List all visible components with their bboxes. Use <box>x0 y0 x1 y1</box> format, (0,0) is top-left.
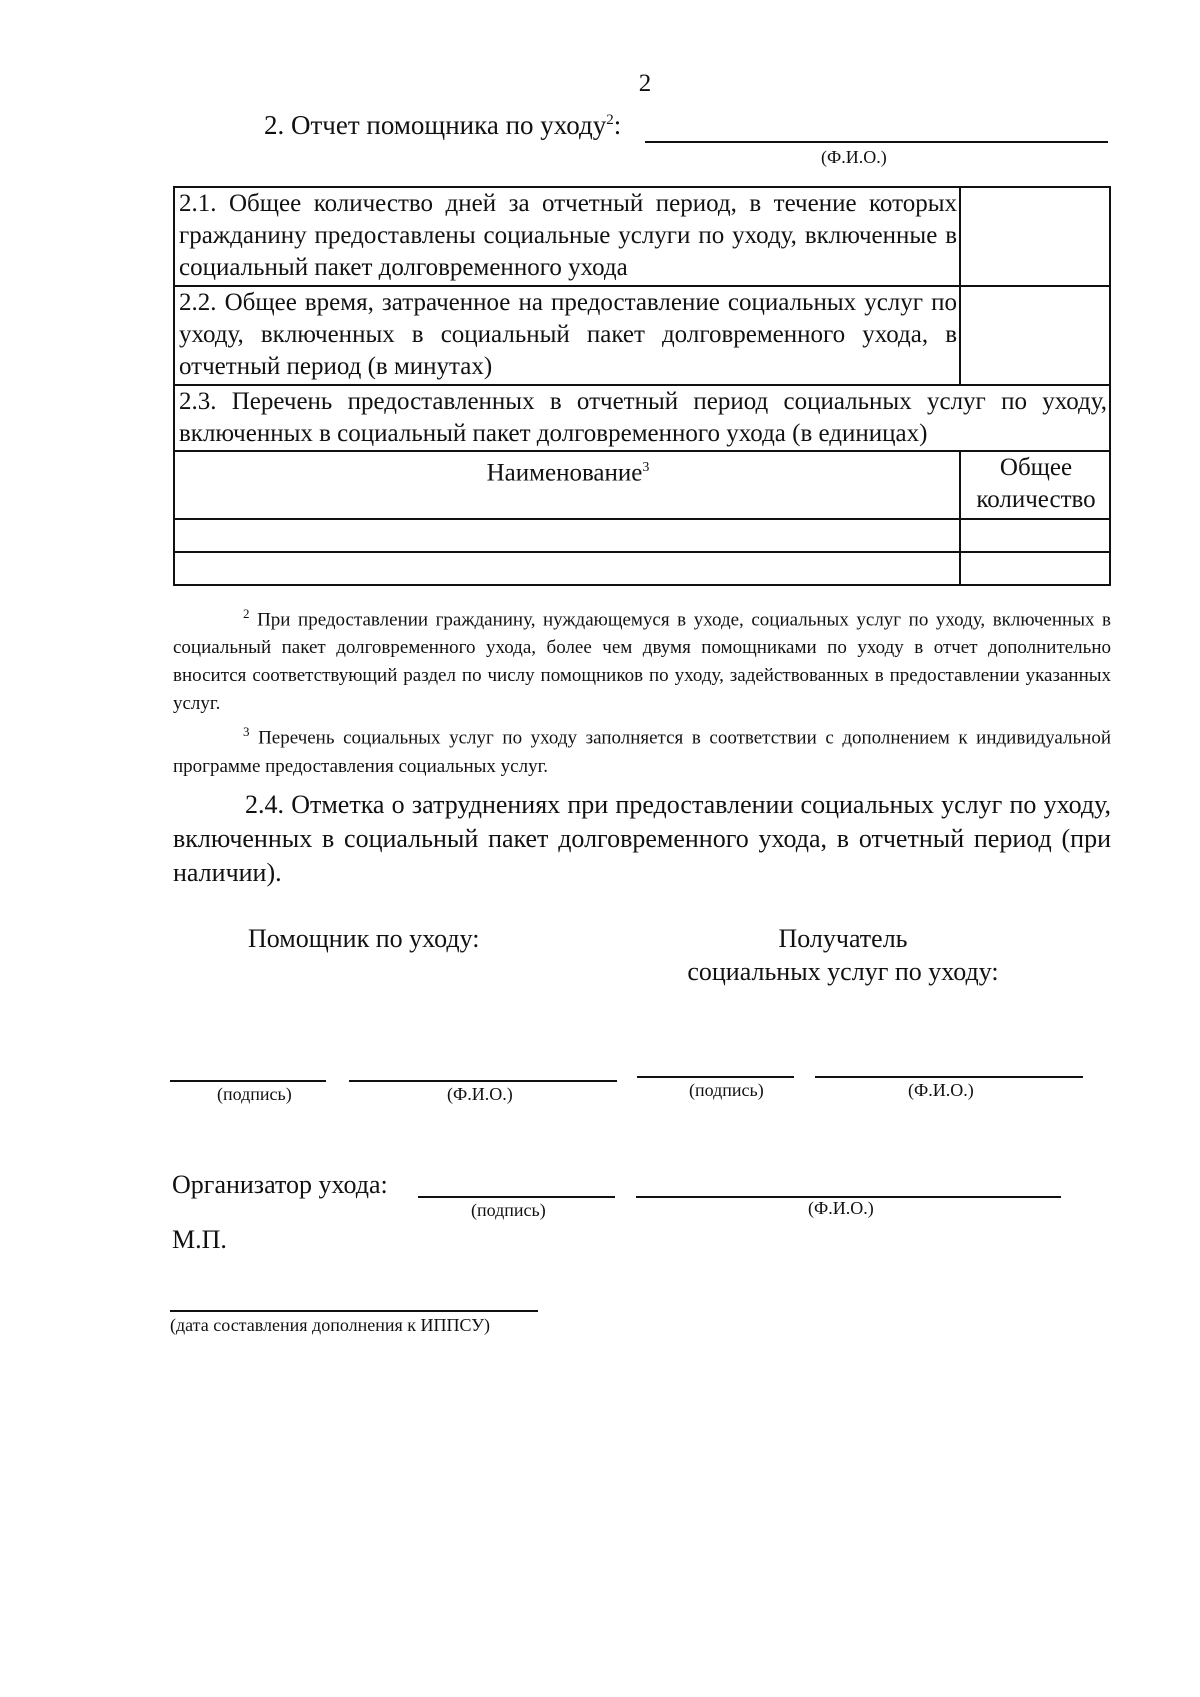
row-days-value[interactable] <box>960 187 1110 286</box>
col-name-footnote-mark: 3 <box>642 460 650 475</box>
footnote-3 <box>173 718 1111 780</box>
recipient-signature-line[interactable] <box>637 1076 794 1078</box>
recipient-signature-caption: (подпись) <box>689 1080 764 1100</box>
col-name-text: Наименование <box>486 459 643 487</box>
recipient-fio-caption: (Ф.И.О.) <box>908 1080 974 1100</box>
assistant-name-line[interactable] <box>645 141 1108 143</box>
row-time-value[interactable] <box>960 286 1110 385</box>
row-services-line2: включенных в социальный пакет долговременного ухода (в единицах) <box>179 420 928 447</box>
col-total-header: Общее количество <box>960 451 1110 519</box>
section-2-4-text: 2.4. Отметка о затруднениях при предоставлении социальных услуг по уходу, включенных в социальный пакет долговременного ухода, в отчетный период (при наличии). <box>173 790 1111 887</box>
footnote-2-text: При предоставлении гражданину, нуждающемуся в уходе, социальных услуг по уходу, включенных в социальный пакет долговременного ухода, более чем двумя помощниками по уходу в отчет дополнительно вносится соответствующий раздел по числу помощников по уходу, задействованных в предоставлении указанных услуг. <box>173 609 1111 715</box>
table-header-row <box>174 451 1110 519</box>
footnote-2-mark: 2 <box>243 606 250 621</box>
recipient-signature-title <box>676 922 1010 988</box>
organizer-signature-caption: (подпись) <box>471 1200 546 1220</box>
heading-colon: : <box>613 110 622 140</box>
assistant-fio-caption: (Ф.И.О.) <box>447 1084 513 1104</box>
col-name-header <box>174 451 960 519</box>
heading-fio-caption: (Ф.И.О.) <box>821 147 887 167</box>
footnote-3-mark: 3 <box>243 724 250 740</box>
organizer-signature-line[interactable] <box>418 1196 615 1198</box>
recipient-title-line1: Получатель <box>778 924 908 953</box>
table-row <box>174 286 1110 385</box>
service-total-cell[interactable] <box>960 552 1110 585</box>
section-2-4 <box>173 788 1111 890</box>
organizer-label: Организатор ухода: <box>172 1170 388 1199</box>
section-heading <box>264 110 621 141</box>
table-row <box>174 519 1110 552</box>
assistant-signature-line[interactable] <box>170 1080 326 1082</box>
row-services-label <box>174 385 1110 451</box>
table-row <box>174 552 1110 585</box>
assistant-fio-line[interactable] <box>349 1080 617 1082</box>
table-row <box>174 385 1110 451</box>
stamp-label: М.П. <box>172 1225 227 1254</box>
service-name-cell[interactable] <box>174 552 960 585</box>
report-table <box>173 186 1111 586</box>
service-total-cell[interactable] <box>960 519 1110 552</box>
organizer-fio-caption: (Ф.И.О.) <box>808 1198 874 1218</box>
row-days-label: 2.1. Общее количество дней за отчетный период, в течение которых гражданину предоставлены социальные услуги по уходу, включенные в социальный пакет долговременного ухода <box>174 187 960 286</box>
heading-footnote-mark: 2 <box>606 112 614 128</box>
assistant-signature-caption: (подпись) <box>217 1084 292 1104</box>
page-number: 2 <box>638 70 652 97</box>
table-row <box>174 187 1110 286</box>
recipient-title-line2: социальных услуг по уходу: <box>687 957 999 986</box>
date-line[interactable] <box>170 1310 538 1312</box>
row-time-label: 2.2. Общее время, затраченное на предоставление социальных услуг по уходу, включенных в социальный пакет долговременного ухода, в отчетный период (в минутах) <box>174 286 960 385</box>
date-caption: (дата составления дополнения к ИППСУ) <box>170 1315 490 1335</box>
footnote-3-text: Перечень социальных услуг по уходу заполняется в соответствии с дополнением к индивидуальной программе предоставления социальных услуг. <box>173 727 1111 777</box>
service-name-cell[interactable] <box>174 519 960 552</box>
row-services-line1: 2.3. Перечень предоставленных в отчетный период социальных услуг по уходу, <box>179 388 1107 415</box>
footnote-2 <box>173 600 1111 718</box>
assistant-signature-title: Помощник по уходу: <box>248 924 480 953</box>
footnotes <box>173 600 1111 781</box>
heading-text: 2. Отчет помощника по уходу <box>264 110 607 140</box>
recipient-fio-line[interactable] <box>815 1076 1083 1078</box>
